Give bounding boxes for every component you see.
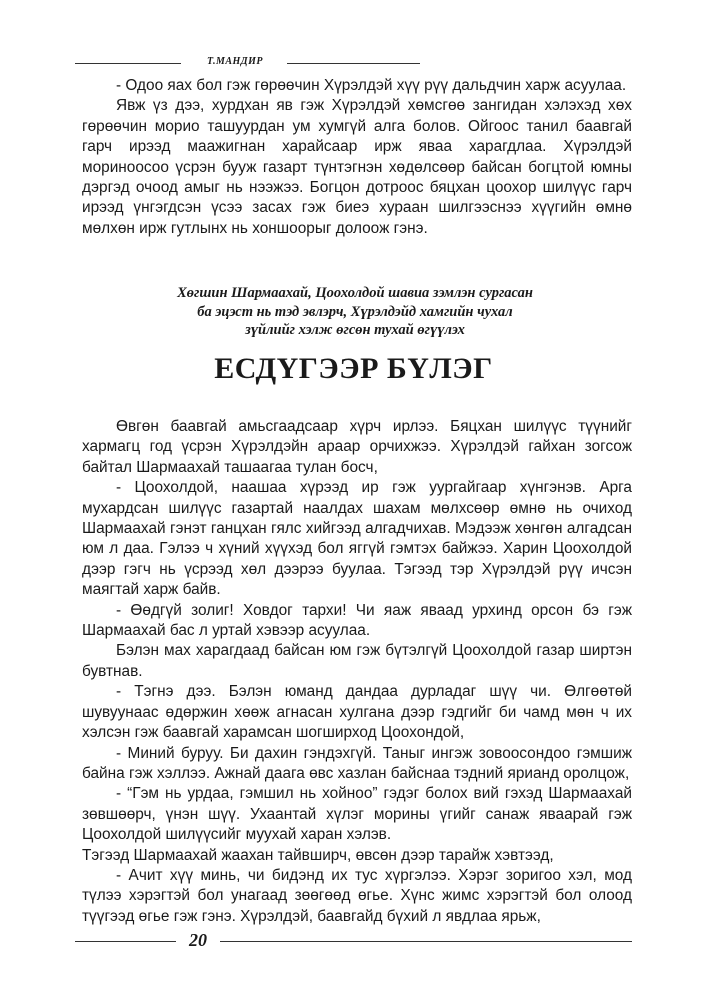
epigraph-line: зүйлийг хэлж өгсөн тухай өгүүлэх <box>245 322 465 338</box>
paragraph: Тэгээд Шармаахай жаахан тайвширч, өвсөн дээр тарайж хэвтээд, <box>82 846 554 864</box>
paragraph: Өвгөн баавгай амьсгаадсаар хүрч ирлээ. Бяцхан шилүүс түүнийг хармагц год үсрэн Хүрэлдэйн араар орчихжээ. Хүрэлдэй гайхан зогсож байтал Шармаахай ташаагаа тулан босч, <box>82 418 632 476</box>
paragraph: - “Гэм нь урдаа, гэмшил нь хойноо” гэдэг болох вий гэхэд Шармаахай зөвшөөрч, үнэн шүү. Ухаантай хүлэг морины үгийг санаж яваарай гэж Цоохолдой шилүүсийг муухай харан хэлэв. <box>82 785 632 844</box>
running-header <box>75 56 635 70</box>
chapter-text-block <box>82 417 632 927</box>
page-footer <box>75 930 635 950</box>
epigraph-line: Хөгшин Шармаахай, Цоохолдой шавиа зэмлэн сургасан <box>177 285 533 301</box>
chapter-epigraph <box>120 284 590 340</box>
epigraph-line: ба эцэст нь тэд эвлэрч, Хүрэлдэйд хамгийн чухал <box>197 303 513 320</box>
header-rule-right <box>287 63 420 64</box>
paragraph: - Тэгнэ дээ. Бэлэн юманд дандаа дурладаг шүү чи. Өлгөөтөй шувуунаас өдөржин хөөж агнасан хулгана дээр гэдгийг би чамд мөн ч их хэлсэн гэж баавгай харамсан шогширход Цоохондой, <box>82 683 632 742</box>
paragraph: - Ачит хүү минь, чи бидэнд их тус хүргэлээ. Хэрэг зоригоо хэл, мод түлээ хэрэгтэй бол унагаад зөөгөөд өгье. Хүнс жимс хэрэгтэй бол олоод түүгээд өгье гэж гэнэ. Хүрэлдэй, баавгайд бүхий л явдлаа ярьж, <box>82 866 632 925</box>
paragraph: - Миний буруу. Би дахин гэндэхгүй. Таныг ингэж зовоосондоо гэмшиж байна гэж хэллээ. Ажнай даага өвс хазлан байснаа тэдний яриaнд оролцож, <box>82 744 632 782</box>
opening-text-block <box>82 76 632 239</box>
paragraph: - Өөдгүй золиг! Ховдог тархи! Чи яаж яваад урхинд орсон бэ гэж Шармаахай бас л уртай хэвээр асуулаа. <box>82 601 632 640</box>
paragraph: - Одоо яах бол гэж гөрөөчин Хүрэлдэй хүү рүү дальдчин харж асуулаа. <box>116 77 627 94</box>
running-title: Т.МАНДИР <box>206 56 264 67</box>
footer-rule-right <box>220 941 632 942</box>
paragraph: Явж үз дээ, хурдхан яв гэж Хүрэлдэй хөмсгөө зангидан хэлэхэд хөх гөрөөчин морио ташуурдан ум хумгүй алга болов. Ойгоос танил баавгай гарч ирээд маажигнан харайсаар ирж яваа харагдлаа. Хүрэлдэй мориноосоо үсрэн бууж газарт түнтэгнэн хөдөлсөөр байсан богцтой юмны дэргэд очоод амыг нь нээжээ. Богцон дотроос бяцхан цоохор шилүүс гарч ирээд үнгэгдсэн үсээ засах гэж биеэ хураан шилгээснээ хүүгийн өмнө мөлхөн ирж гутлынх нь хоншоорыг долоож гэнэ. <box>82 97 632 237</box>
chapter-title: ЕСДҮГЭЭР БҮЛЭГ <box>214 352 493 385</box>
header-rule-left <box>75 63 181 64</box>
paragraph: - Цоохолдой, наашаа хүрээд ир гэж уургайгаар хүнгэнэв. Арга мухардсан шилүүс газартай наалдах шахам мөлхсөөр өмнө нь очиход Шармаахай гэнэт ганцхан гялс хийгээд алгадчихав. Мэдээж хөнгөн алгадсан юм л даа. Гэлээ ч хүний хүүхэд бол яггүй гэмтэх байжээ. Харин Цоохолдой дээр гэгч нь үсрээд хөл дээрээ буулаа. Тэгээд тэр Хүрэлдэй рүү ичсэн маягтай харж байв. <box>82 479 632 599</box>
page-number: 20 <box>189 930 207 950</box>
paragraph: Бэлэн мах харагдаад байсан юм гэж бүтэлгүй Цоохолдой газар ширтэн бувтнав. <box>82 642 632 680</box>
footer-rule-left <box>75 941 176 942</box>
